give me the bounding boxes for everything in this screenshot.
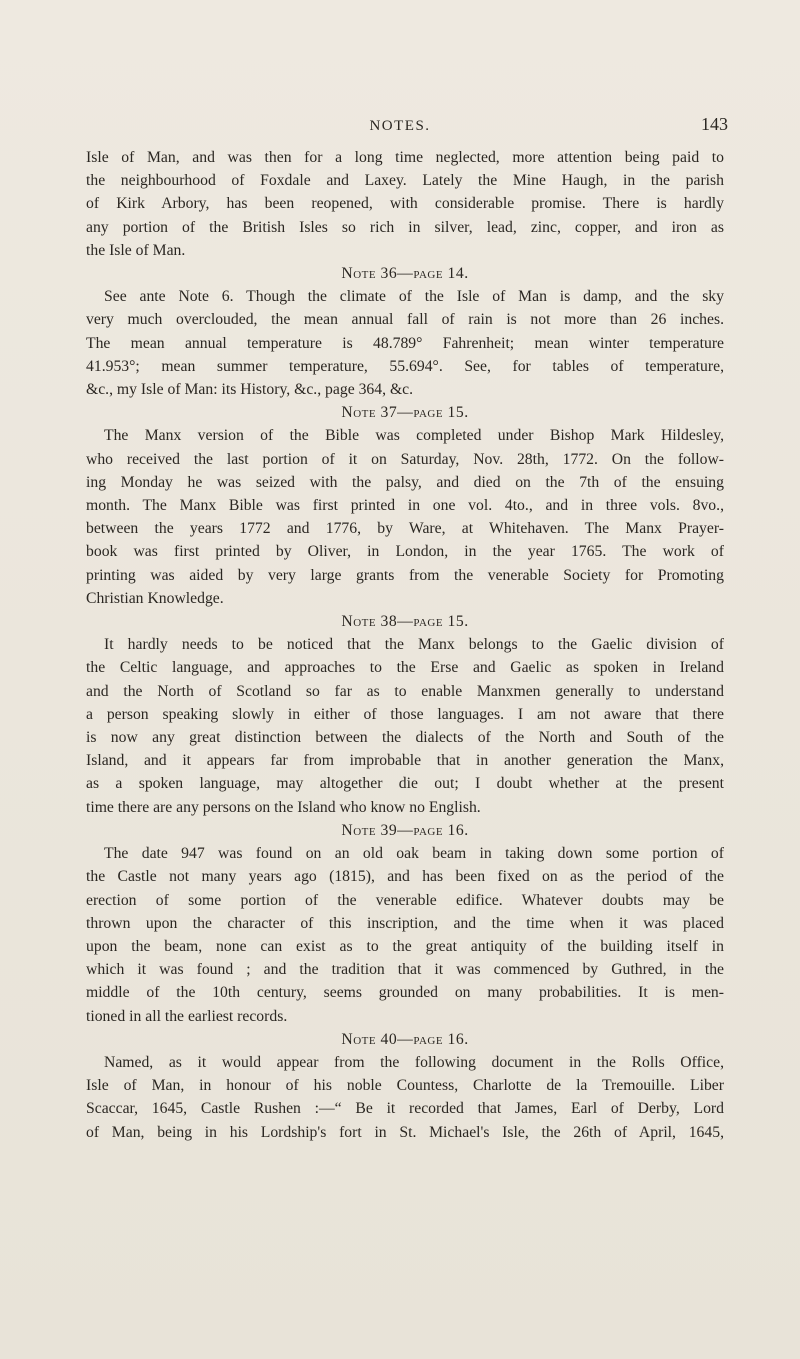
text-line: of Man, being in his Lordship's fort in St. Michael's Isle, the 26th of April, 1645, <box>86 1123 724 1141</box>
text-line: middle of the 10th century, seems grounded on many probabilities. It is men- <box>86 984 724 1002</box>
text-line: book was first printed by Oliver, in London, in the year 1765. The work of <box>86 543 724 561</box>
text-line: ing Monday he was seized with the palsy, and died on the 7th of the ensuing <box>86 473 724 491</box>
note-heading: Note 37—page 15. <box>341 404 469 422</box>
text-line: Isle of Man, and was then for a long time neglected, more attention being paid to <box>86 149 724 166</box>
text-line: the Castle not many years ago (1815), and has been fixed on as the period of the <box>86 868 724 886</box>
note-heading: Note 40—page 16. <box>341 1030 469 1048</box>
text-line: printing was aided by very large grants from the venerable Society for Promoting <box>86 566 724 584</box>
text-line: tioned in all the earliest records. <box>86 1007 288 1025</box>
text-line: &c., my Isle of Man: its History, &c., page 364, &c. <box>86 381 414 399</box>
text-line: and the North of Scotland so far as to enable Manxmen generally to understand <box>86 682 724 700</box>
text-line: who received the last portion of it on Saturday, Nov. 28th, 1772. On the follow- <box>86 450 724 468</box>
text-line: very much overclouded, the mean annual fall of rain is not more than 26 inches. <box>86 311 724 329</box>
text-line: as a spoken language, may altogether die out; I doubt whether at the present <box>86 775 724 793</box>
running-head: NOTES. <box>369 118 431 134</box>
text-line: month. The Manx Bible was first printed in one vol. 4to., and in three vols. 8vo., <box>86 497 724 515</box>
note-heading: Note 39—page 16. <box>341 821 469 839</box>
text-line: any portion of the British Isles so rich in silver, lead, zinc, copper, and iron as <box>86 218 724 236</box>
text-line: erection of some portion of the venerable edifice. Whatever doubts may be <box>86 891 724 909</box>
text-line: the neighbourhood of Foxdale and Laxey. Lately the Mine Haugh, in the parish <box>86 172 724 190</box>
text-line: upon the beam, none can exist as to the great antiquity of the building itself in <box>86 937 724 955</box>
text-line: Island, and it appears far from improbable that in another generation the Manx, <box>86 752 724 770</box>
note-heading: Note 38—page 15. <box>341 613 469 631</box>
text-line: Christian Knowledge. <box>86 589 224 607</box>
text-line: between the years 1772 and 1776, by Ware, at Whitehaven. The Manx Prayer- <box>86 520 724 538</box>
text-line: time there are any persons on the Island who know no English. <box>86 798 481 816</box>
note-heading: Note 36—page 14. <box>341 265 469 283</box>
page-number: 143 <box>701 114 728 134</box>
text-line: Named, as it would appear from the following document in the Rolls Office, <box>104 1053 724 1071</box>
text-line: thrown upon the character of this inscription, and the time when it was placed <box>86 914 724 932</box>
text-line: Isle of Man, in honour of his noble Countess, Charlotte de la Tremouille. Liber <box>86 1077 724 1095</box>
text-line: The mean annual temperature is 48.789° Fahrenheit; mean winter temperature <box>86 334 724 352</box>
text-line: is now any great distinction between the dialects of the North and South of the <box>86 729 724 747</box>
text-line: 41.953°; mean summer temperature, 55.694°. See, for tables of temperature, <box>86 357 724 375</box>
text-line: the Isle of Man. <box>86 241 186 259</box>
text-line: which it was found ; and the tradition that it was commenced by Guthred, in the <box>86 961 724 979</box>
text-line: a person speaking slowly in either of those languages. I am not aware that there <box>86 705 724 723</box>
text-line: The date 947 was found on an old oak beam in taking down some portion of <box>104 845 724 863</box>
text-line: of Kirk Arbory, has been reopened, with considerable promise. There is hardly <box>86 195 724 213</box>
text-line: The Manx version of the Bible was completed under Bishop Mark Hildesley, <box>104 427 724 445</box>
text-line: Scaccar, 1645, Castle Rushen :—“ Be it recorded that James, Earl of Derby, Lord <box>86 1100 724 1118</box>
body-text <box>86 146 724 1144</box>
text-line: It hardly needs to be noticed that the Manx belongs to the Gaelic division of <box>104 636 724 654</box>
text-line: See ante Note 6. Though the climate of the Isle of Man is damp, and the sky <box>104 288 724 306</box>
text-line: the Celtic language, and approaches to the Erse and Gaelic as spoken in Ireland <box>86 659 724 677</box>
